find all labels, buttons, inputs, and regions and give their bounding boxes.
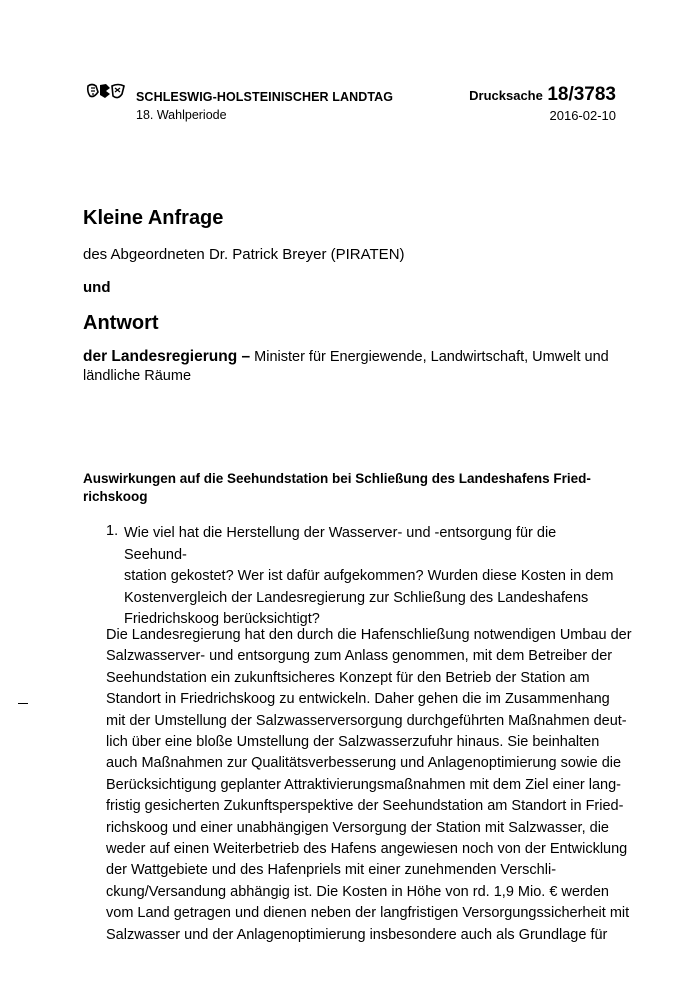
answer-text [106,625,632,946]
answer-line: Salzwasserver- und entsorgung zum Anlass genommen, mit dem Betreiber der [106,648,613,665]
answer-line: Berücksichtigung geplanter Attraktivierungsmaßnahmen mit dem Ziel einer lang- [106,776,621,793]
document-type-title: Kleine Anfrage [83,207,224,229]
author-line: des Abgeordneten Dr. Patrick Breyer (PIRATEN) [83,246,405,263]
answer-title: Antwort [83,312,159,334]
coat-of-arms-icon [86,82,126,104]
answer-line: vom Land getragen und dienen neben der langfristigen Versorgungssicherheit mit [106,905,630,922]
margin-dash [18,703,28,704]
answer-line: lich über eine bloße Umstellung der Salzwasserzufuhr hinaus. Sie beinhalten [106,734,600,751]
answer-line: ckung/Versandung abhängig ist. Die Kosten in Höhe von rd. 1,9 Mio. € werden [106,883,609,900]
answer-line: fristig gesicherten Zukunftsperspektive der Seehundstation am Standort in Fried- [106,798,624,815]
legislative-period: 18. Wahlperiode [136,108,227,122]
document-number [469,84,616,106]
document-number-value: 18/3783 [547,84,616,105]
ministry-name-line2: ländliche Räume [83,368,192,384]
answer-line: Standort in Friedrichskoog zu entwickeln. Daher gehen die im Zusammenhang [106,691,610,708]
question-text [124,523,622,631]
question-line: Kostenvergleich der Landesregierung zur Schließung des Landeshafens [124,589,589,606]
subject-line: richskoog [83,488,148,504]
answer-line: Seehundstation ein zukunftsicheres Konzept für den Betrieb der Station am [106,669,590,686]
question-line: station gekostet? Wer ist dafür aufgekommen? Wurden diese Kosten in dem [124,568,614,584]
answer-line: richskoog und einer unabhängigen Versorgung der Station mit Salzwasser, die [106,819,609,836]
answer-line: auch Maßnahmen zur Qualitätsverbesserung und Anlagenoptimierung sowie die [106,755,622,772]
document-number-label: Drucksache [469,88,543,103]
question-line: Friedrichskoog berücksichtigt? [124,611,320,627]
government-line [83,347,623,386]
parliament-name: SCHLESWIG-HOLSTEINISCHER LANDTAG [136,90,394,104]
ministry-name-line1: Minister für Energiewende, Landwirtschaft, Umwelt und [250,349,609,365]
answer-line: der Wattgebiete und des Hafenpriels mit einer zunehmenden Verschli- [106,862,557,879]
subject-heading [83,470,621,505]
government-label: der Landesregierung – [83,348,251,365]
conjunction-line: und [83,279,111,296]
subject-line: Auswirkungen auf die Seehundstation bei Schließung des Landeshafens Fried- [83,471,591,486]
answer-line: Salzwasser und der Anlagenoptimierung insbesondere auch als Grundlage für [106,926,608,943]
question-number: 1. [106,523,119,539]
document-date: 2016-02-10 [549,108,616,123]
answer-line: weder auf einen Weiterbetrieb des Hafens angewiesen noch von der Entwicklung [106,841,628,858]
question-line: Wie viel hat die Herstellung der Wasserver- und -entsorgung für die Seehund- [124,525,557,563]
answer-line: Die Landesregierung hat den durch die Hafenschließung notwendigen Umbau der [106,627,632,643]
answer-line: mit der Umstellung der Salzwasserversorgung durchgeführten Maßnahmen deut- [106,712,627,729]
